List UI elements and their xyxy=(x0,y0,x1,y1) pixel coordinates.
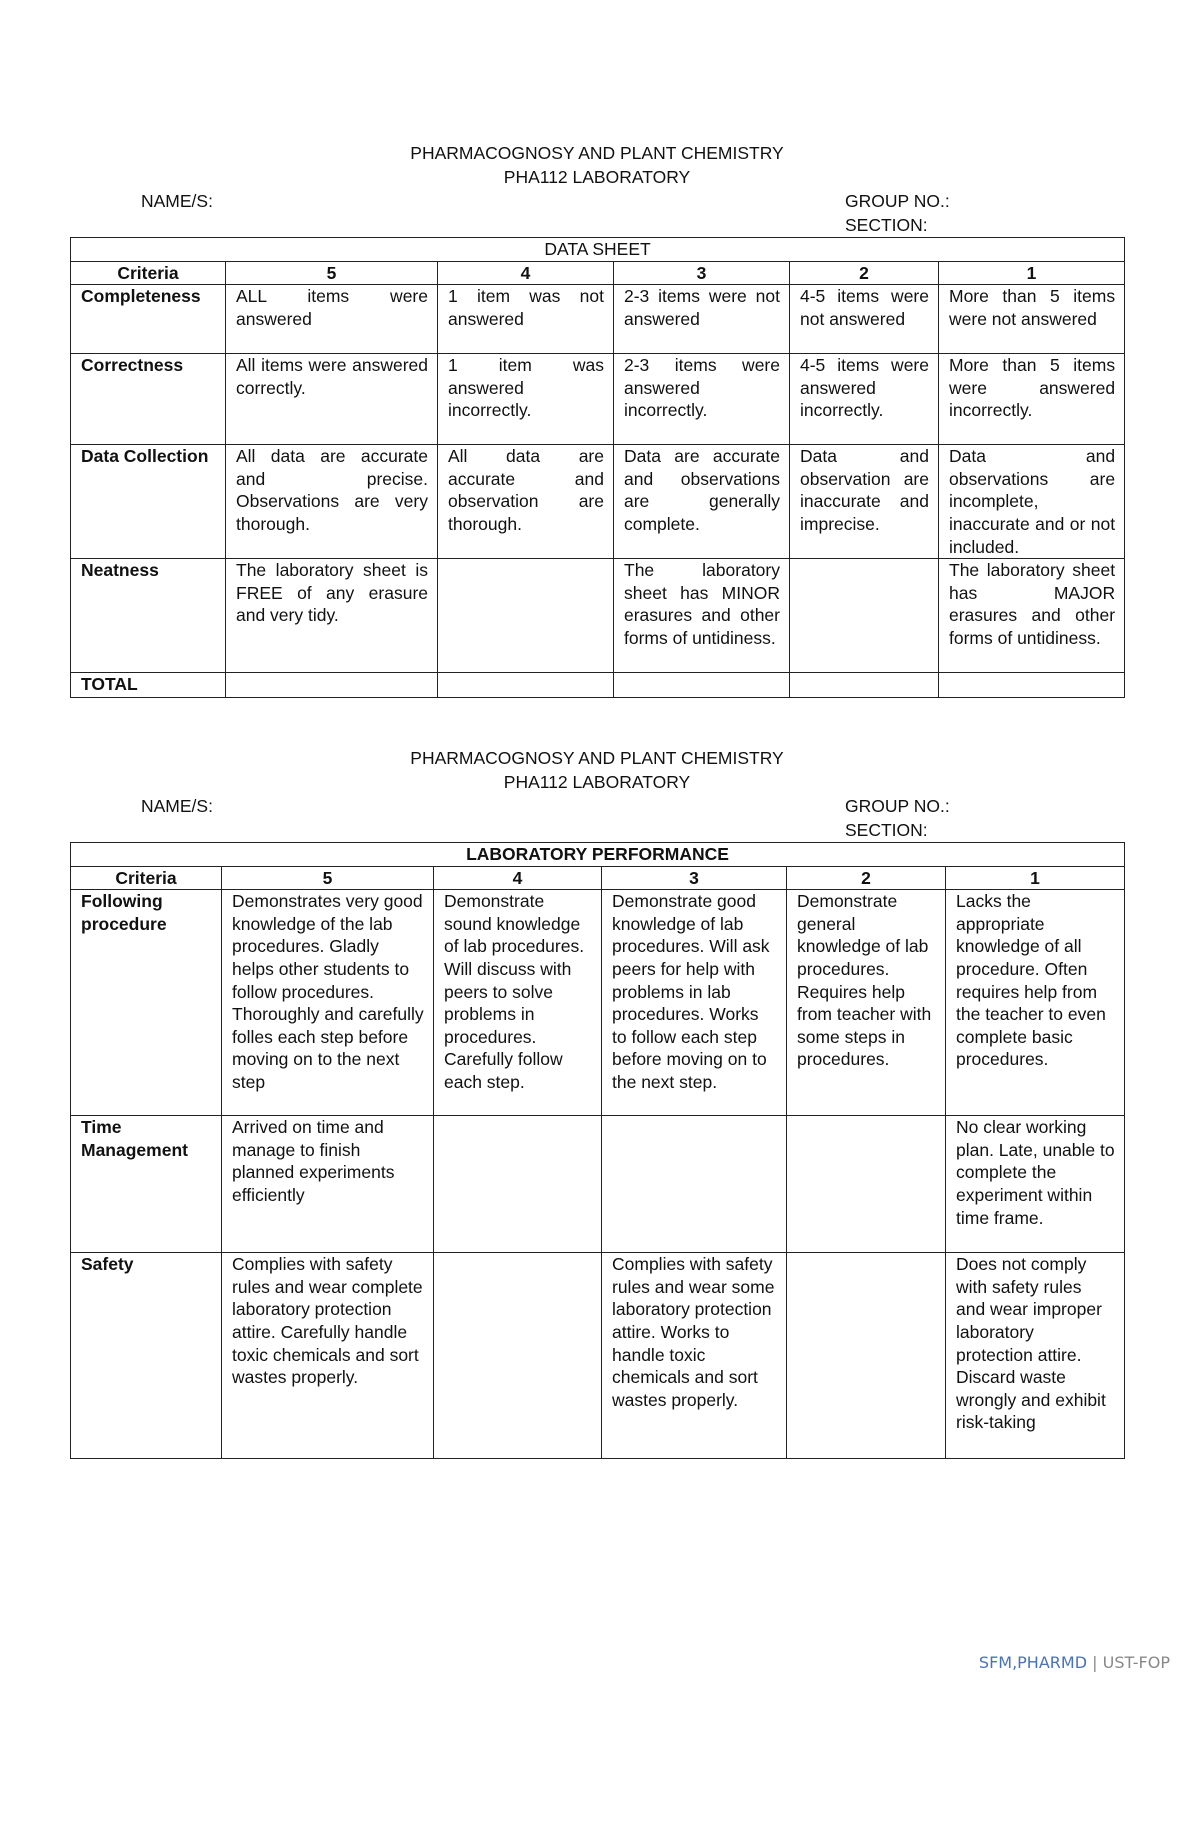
criteria-cell: Correctness xyxy=(71,354,226,445)
column-header: 1 xyxy=(939,261,1125,285)
column-header: 2 xyxy=(790,261,939,285)
score-cell xyxy=(602,1116,787,1253)
score-cell: The laboratory sheet has MAJOR erasures and other forms of untidiness. xyxy=(939,559,1125,673)
score-cell: Demonstrate good knowledge of lab procedures. Will ask peers for help with problems in lab procedures. Works to follow each step before moving on to the next step. xyxy=(602,890,787,1116)
criteria-cell: Time Management xyxy=(71,1116,222,1253)
score-cell: Lacks the appropriate knowledge of all procedure. Often requires help from the teacher to even complete basic procedures. xyxy=(946,890,1125,1116)
lab-performance-table xyxy=(70,842,1125,1459)
section-label: SECTION: xyxy=(845,820,928,840)
score-cell: Data and observation are inaccurate and imprecise. xyxy=(790,445,939,559)
criteria-cell: Completeness xyxy=(71,285,226,354)
criteria-cell: Neatness xyxy=(71,559,226,673)
column-header: 5 xyxy=(226,261,438,285)
names-label: NAME/S: xyxy=(141,191,213,211)
total-cell xyxy=(614,673,790,698)
score-cell: 2-3 items were not answered xyxy=(614,285,790,354)
meta-row-2 xyxy=(70,818,1124,842)
score-cell: All data are accurate and precise. Observations are very thorough. xyxy=(226,445,438,559)
score-cell xyxy=(434,1253,602,1459)
score-cell: 1 item was answered incorrectly. xyxy=(438,354,614,445)
column-header: 1 xyxy=(946,866,1125,890)
score-cell: No clear working plan. Late, unable to complete the experiment within time frame. xyxy=(946,1116,1125,1253)
score-cell: Demonstrate general knowledge of lab procedures. Requires help from teacher with some steps in procedures. xyxy=(787,890,946,1116)
footer-author: SFM,PHARMD xyxy=(978,1653,1088,1672)
column-header: 4 xyxy=(438,261,614,285)
data-sheet-section xyxy=(70,141,1124,698)
score-cell xyxy=(790,559,939,673)
column-header: 2 xyxy=(787,866,946,890)
group-label: GROUP NO.: xyxy=(845,191,950,211)
score-cell: 4-5 items were answered incorrectly. xyxy=(790,354,939,445)
score-cell: Complies with safety rules and wear complete laboratory protection attire. Carefully handle toxic chemicals and sort wastes properly. xyxy=(222,1253,434,1459)
table-row xyxy=(71,559,1125,673)
total-row xyxy=(71,673,1125,698)
column-header: 3 xyxy=(614,261,790,285)
table-row xyxy=(71,1116,1125,1253)
table-row xyxy=(71,285,1125,354)
table-row xyxy=(71,445,1125,559)
total-cell xyxy=(226,673,438,698)
column-header: 5 xyxy=(222,866,434,890)
score-cell: 1 item was not answered xyxy=(438,285,614,354)
table-row xyxy=(71,354,1125,445)
meta-row-2 xyxy=(70,213,1124,237)
score-cell: 2-3 items were answered incorrectly. xyxy=(614,354,790,445)
footer-institution: UST-FOP xyxy=(1102,1653,1170,1672)
score-cell xyxy=(438,559,614,673)
table-row xyxy=(71,1253,1125,1459)
lab-performance-title: LABORATORY PERFORMANCE xyxy=(71,843,1125,867)
score-cell xyxy=(787,1253,946,1459)
data-sheet-table xyxy=(70,237,1125,698)
score-cell: 4-5 items were not answered xyxy=(790,285,939,354)
score-cell: Data and observations are incomplete, inaccurate and or not included. xyxy=(939,445,1125,559)
score-cell: Arrived on time and manage to finish planned experiments efficiently xyxy=(222,1116,434,1253)
document-title: PHARMACOGNOSY AND PLANT CHEMISTRY xyxy=(410,748,784,768)
score-cell: Complies with safety rules and wear some laboratory protection attire. Works to handle toxic chemicals and sort wastes properly. xyxy=(602,1253,787,1459)
table-header-row xyxy=(71,261,1125,285)
document-subtitle: PHA112 LABORATORY xyxy=(503,772,691,792)
page-footer xyxy=(979,1653,1170,1672)
group-label: GROUP NO.: xyxy=(845,796,950,816)
criteria-cell: Following procedure xyxy=(71,890,222,1116)
footer-separator: | xyxy=(1092,1653,1098,1672)
score-cell: Demonstrates very good knowledge of the lab procedures. Gladly helps other students to follow procedures. Thoroughly and carefully folles each step before moving on to the next step xyxy=(222,890,434,1116)
table-row xyxy=(71,890,1125,1116)
score-cell: Does not comply with safety rules and wear improper laboratory protection attire. Discard waste wrongly and exhibit risk-taking xyxy=(946,1253,1125,1459)
lab-performance-section xyxy=(70,746,1124,1459)
column-header: Criteria xyxy=(71,866,222,890)
column-header: Criteria xyxy=(71,261,226,285)
criteria-cell: Safety xyxy=(71,1253,222,1459)
section-label: SECTION: xyxy=(845,215,928,235)
table-header-row xyxy=(71,866,1125,890)
score-cell: Data are accurate and observations are generally complete. xyxy=(614,445,790,559)
score-cell xyxy=(787,1116,946,1253)
meta-row xyxy=(70,189,1124,213)
column-header: 3 xyxy=(602,866,787,890)
score-cell: All items were answered correctly. xyxy=(226,354,438,445)
document-subtitle: PHA112 LABORATORY xyxy=(503,167,691,187)
score-cell: Demonstrate sound knowledge of lab procedures. Will discuss with peers to solve problems in procedures. Carefully follow each step. xyxy=(434,890,602,1116)
score-cell xyxy=(434,1116,602,1253)
score-cell: More than 5 items were answered incorrectly. xyxy=(939,354,1125,445)
score-cell: More than 5 items were not answered xyxy=(939,285,1125,354)
meta-row xyxy=(70,794,1124,818)
total-label: TOTAL xyxy=(71,673,226,698)
column-header: 4 xyxy=(434,866,602,890)
total-cell xyxy=(790,673,939,698)
total-cell xyxy=(438,673,614,698)
criteria-cell: Data Collection xyxy=(71,445,226,559)
total-cell xyxy=(939,673,1125,698)
document-title: PHARMACOGNOSY AND PLANT CHEMISTRY xyxy=(410,143,784,163)
score-cell: ALL items were answered xyxy=(226,285,438,354)
score-cell: All data are accurate and observation are thorough. xyxy=(438,445,614,559)
score-cell: The laboratory sheet has MINOR erasures and other forms of untidiness. xyxy=(614,559,790,673)
data-sheet-title: DATA SHEET xyxy=(71,238,1125,262)
names-label: NAME/S: xyxy=(141,796,213,816)
score-cell: The laboratory sheet is FREE of any erasure and very tidy. xyxy=(226,559,438,673)
